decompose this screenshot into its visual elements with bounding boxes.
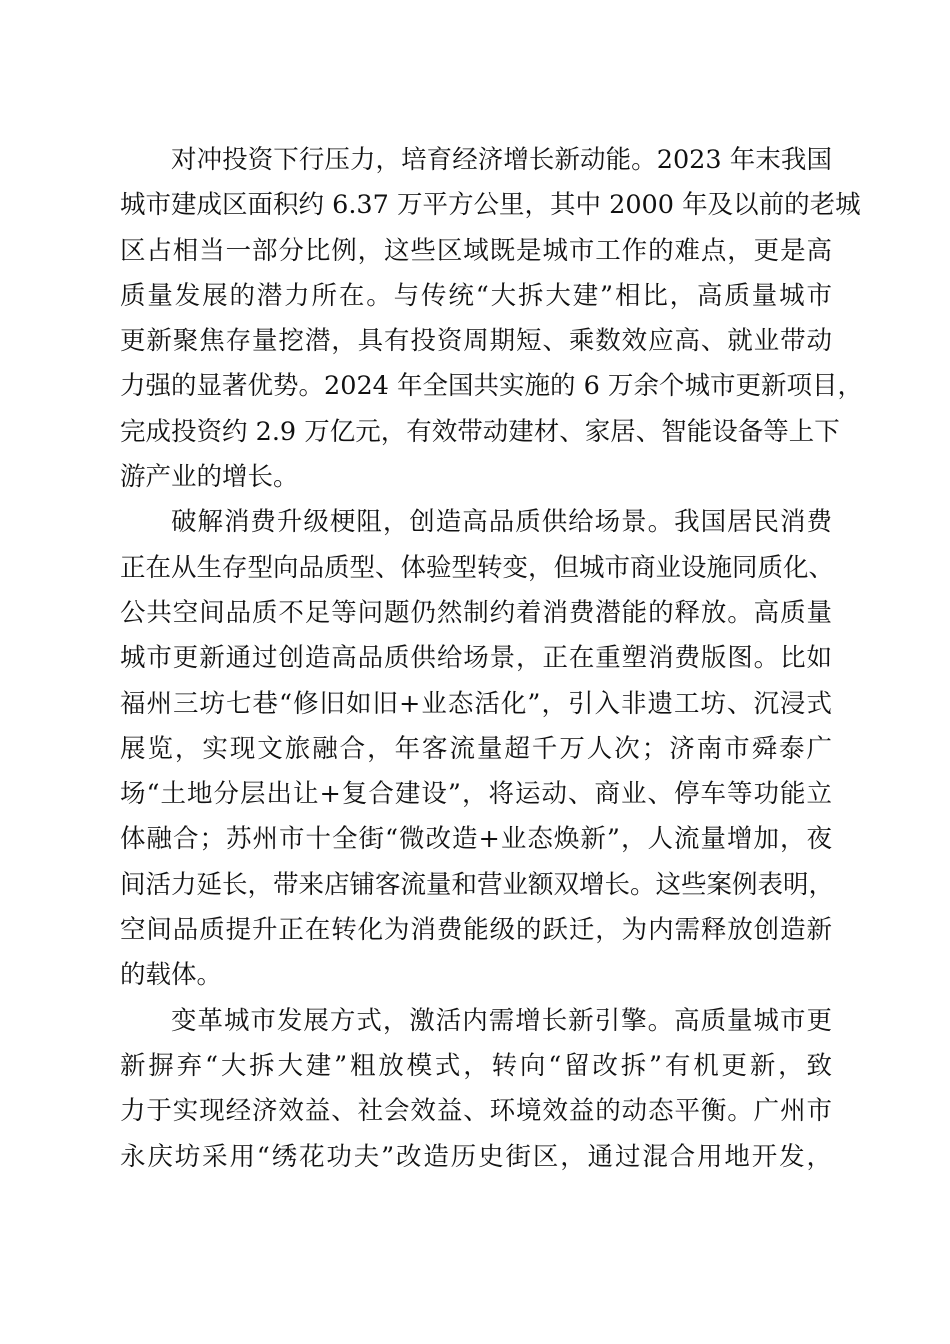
paragraph-line: 质量发展的潜力所在。与传统“大拆大建”相比，高质量城市 bbox=[120, 280, 832, 311]
paragraph-line: 新摒弃“大拆大建”粗放模式，转向“留改拆”有机更新，致 bbox=[120, 1050, 832, 1081]
paragraph-line: 正在从生存型向品质型、体验型转变，但城市商业设施同质化、 bbox=[120, 552, 835, 583]
paragraph-line: 的载体。 bbox=[120, 960, 223, 991]
article-body bbox=[120, 138, 863, 1180]
paragraph-line: 完成投资约 2.9 万亿元，有效带动建材、家居、智能设备等上下 bbox=[120, 416, 840, 447]
paragraph-line: 体融合；苏州市十全街“微改造+业态焕新”，人流量增加，夜 bbox=[120, 824, 832, 855]
paragraph-line: 城市建成区面积约 6.37 万平方公里，其中 2000 年及以前的老城 bbox=[120, 190, 861, 221]
paragraph-development bbox=[120, 999, 832, 1180]
paragraph-line: 游产业的增长。 bbox=[120, 462, 299, 493]
paragraph-line: 破解消费升级梗阻，创造高品质供给场景。我国居民消费 bbox=[171, 507, 832, 538]
paragraph-line: 永庆坊采用“绣花功夫”改造历史街区，通过混合用地开发， bbox=[120, 1141, 832, 1172]
paragraph-investment bbox=[120, 138, 863, 500]
paragraph-line: 对冲投资下行压力，培育经济增长新动能。2023 年末我国 bbox=[171, 145, 832, 175]
paragraph-line: 力强的显著优势。2024 年全国共实施的 6 万余个城市更新项目， bbox=[120, 371, 863, 402]
paragraph-line: 变革城市发展方式，激活内需增长新引擎。高质量城市更 bbox=[171, 1005, 832, 1036]
paragraph-line: 间活力延长，带来店铺客流量和营业额双增长。这些案例表明， bbox=[120, 869, 835, 900]
paragraph-line: 场“土地分层出让+复合建设”，将运动、商业、停车等功能立 bbox=[120, 779, 832, 810]
paragraph-line: 城市更新通过创造高品质供给场景，正在重塑消费版图。比如 bbox=[120, 643, 832, 674]
paragraph-consumption bbox=[120, 500, 835, 998]
paragraph-line: 区占相当一部分比例，这些区域既是城市工作的难点，更是高 bbox=[120, 235, 832, 266]
paragraph-line: 更新聚焦存量挖潜，具有投资周期短、乘数效应高、就业带动 bbox=[120, 326, 832, 357]
paragraph-line: 空间品质提升正在转化为消费能级的跃迁，为内需释放创造新 bbox=[120, 915, 832, 946]
paragraph-line: 力于实现经济效益、社会效益、环境效益的动态平衡。广州市 bbox=[120, 1096, 832, 1127]
paragraph-line: 福州三坊七巷“修旧如旧+业态活化”，引入非遗工坊、沉浸式 bbox=[120, 688, 832, 719]
paragraph-line: 公共空间品质不足等问题仍然制约着消费潜能的释放。高质量 bbox=[120, 597, 832, 628]
paragraph-line: 展览，实现文旅融合，年客流量超千万人次；济南市舜泰广 bbox=[120, 733, 832, 764]
